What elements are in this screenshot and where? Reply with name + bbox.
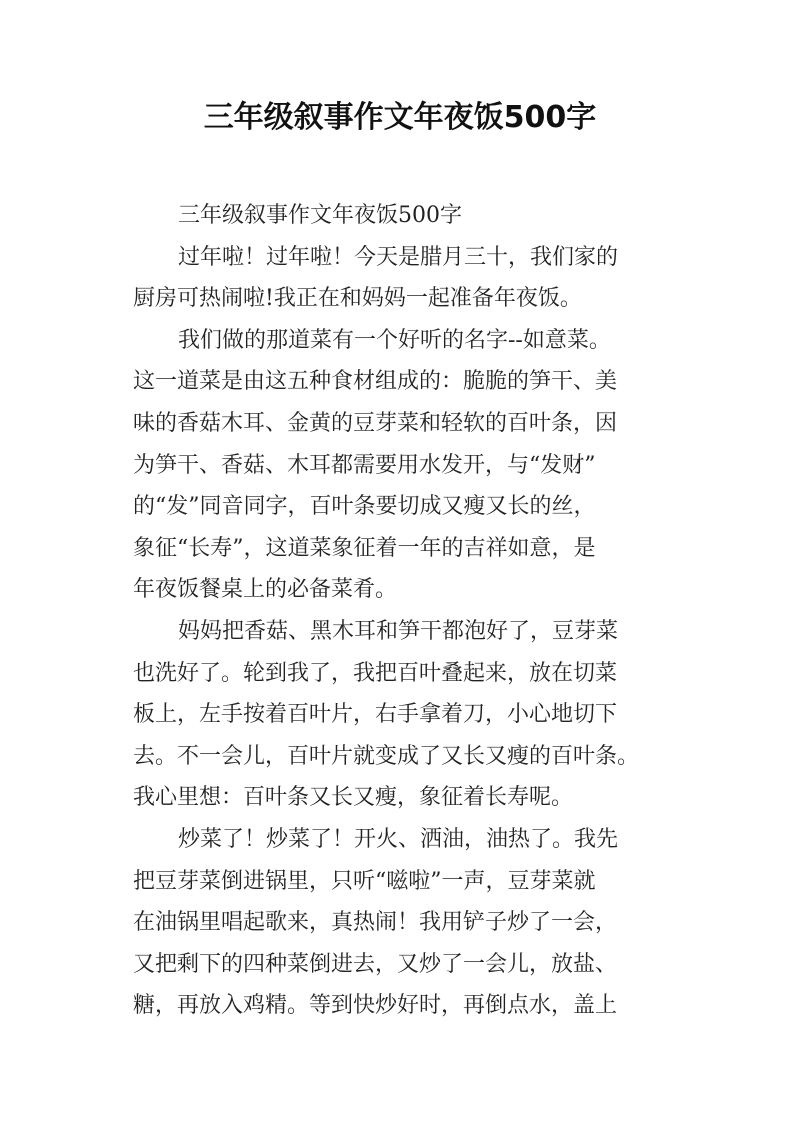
- paragraph: [133, 320, 693, 611]
- paragraph-line: 糖，再放入鸡精。等到快炒好时，再倒点水，盖上: [133, 993, 618, 1019]
- paragraph-line: 年夜饭餐桌上的必备菜肴。: [133, 577, 398, 603]
- paragraph-line: 的“发”同音同字，百叶条要切成又瘦又长的丝，: [133, 494, 596, 520]
- paragraph-line: 炒菜了！炒菜了！开火、洒油，油热了。我先: [178, 826, 619, 852]
- paragraph-line: 把豆芽菜倒进锅里，只听“嗞啦”一声，豆芽菜就: [133, 868, 596, 894]
- paragraph-line: 三年级叙事作文年夜饭500字: [178, 203, 462, 228]
- paragraph-line: 味的香菇木耳、金黄的豆芽菜和轻软的百叶条，因: [133, 410, 618, 436]
- paragraph: [133, 237, 693, 320]
- paragraph-line: 在油锅里唱起歌来，真热闹！我用铲子炒了一会，: [133, 910, 618, 936]
- paragraph-line: 为笋干、香菇、木耳都需要用水发开，与“发财”: [133, 452, 596, 478]
- paragraph-line: 这一道菜是由这五种食材组成的：脆脆的笋干、美: [133, 369, 618, 395]
- document-title: 三年级叙事作文年夜饭500字: [203, 100, 597, 135]
- paragraph-line: 厨房可热闹啦!我正在和妈妈一起准备年夜饭。: [133, 286, 582, 312]
- paragraph: [133, 819, 693, 1027]
- paragraph-line: 过年啦！过年啦！今天是腊月三十，我们家的: [178, 244, 619, 270]
- paragraph-line: 我们做的那道菜有一个好听的名字--如意菜。: [178, 327, 611, 353]
- paragraph-line: 板上，左手按着百叶片，右手拿着刀，小心地切下: [133, 702, 618, 728]
- paragraph-line: 象征“长寿”，这道菜象征着一年的吉祥如意，是: [133, 535, 596, 561]
- paragraph-line: 妈妈把香菇、黑木耳和笋干都泡好了，豆芽菜: [178, 618, 619, 644]
- paragraph-line: 我心里想：百叶条又长又瘦，象征着长寿呢。: [133, 785, 574, 811]
- paragraph-line: 也洗好了。轮到我了，我把百叶叠起来，放在切菜: [133, 660, 618, 686]
- paragraph-line: 又把剩下的四种菜倒进去，又炒了一会儿，放盐、: [133, 951, 618, 977]
- paragraph: [133, 195, 693, 237]
- paragraph: [133, 611, 693, 819]
- paragraph-line: 去。不一会儿，百叶片就变成了又长又瘦的百叶条。: [133, 743, 640, 769]
- document-body: [133, 195, 693, 1027]
